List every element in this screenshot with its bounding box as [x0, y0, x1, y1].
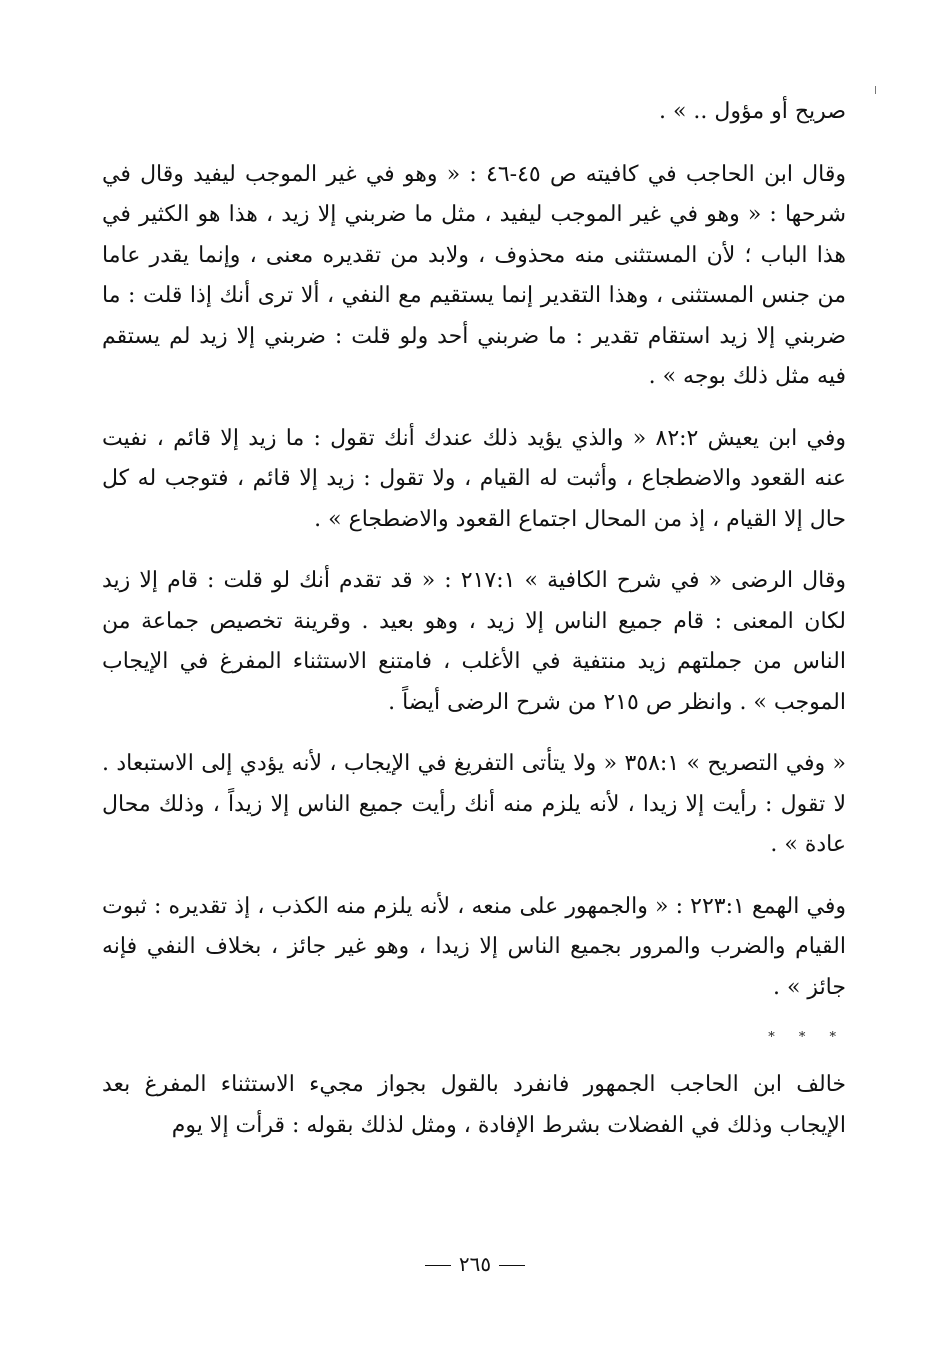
footer-dash-left	[425, 1265, 451, 1266]
page-number: ٢٦٥	[458, 1252, 492, 1276]
page-footer	[0, 1252, 950, 1276]
paragraph-2: وقال ابن الحاجب في كافيته ص ٤٥-٤٦ : « وهو في غير الموجب ليفيد وقال في شرحها : « وهو في غير الموجب ليفيد ، مثل ما ضربني إلا زيد ، هذا هو الكثير في هذا الباب ؛ لأن المستثنى منه محذوف ، ولابد من تقديره معنى ، وإنما يقدر عاما من جنس المستثنى ، وهذا التقدير إنما يستقيم مع النفي ، ألا ترى أنك إذا قلت : ما ضربني إلا زيد استقام تقدير : ما ضربني أحد ولو قلت : ضربني إلا زيد لم يستقم فيه مثل ذلك بوجه » .	[102, 161, 846, 389]
paragraph-1: صريح أو مؤول .. » .	[658, 99, 846, 124]
page-body	[102, 92, 846, 1167]
margin-mark	[875, 86, 876, 94]
closing-paragraph: خالف ابن الحاجب الجمهور فانفرد بالقول بجواز مجيء الاستثناء المفرغ بعد الإيجاب وذلك في الفضلات بشرط الإفادة ، ومثل لذلك بقوله : قرأت إلا يوم	[102, 1072, 846, 1138]
paragraph-3: وفي ابن يعيش ٨٢:٢ « والذي يؤيد ذلك عندك أنك تقول : ما زيد إلا قائم ، نفيت عنه القعود والاضطجاع ، وأثبت له القيام ، ولا تقول : زيد إلا قائم ، فتوجب له كل حال إلا القيام ، إذ من المحال اجتماع القعود والاضطجاع » .	[102, 425, 846, 532]
paragraph-6: وفي الهمع ٢٢٣:١ : « والجمهور على منعه ، لأنه يلزم منه الكذب ، إذ تقديره : ثبوت القيام والضرب والمرور بجميع الناس إلا زيدا ، وهو غير جائز ، بخلاف النفي فإنه جائز » .	[102, 893, 846, 1000]
paragraph-4: وقال الرضى « في شرح الكافية » ٢١٧:١ : « قد تقدم أنك لو قلت : قام إلا زيد لكان المعنى : قام جميع الناس إلا زيد ، وهو بعيد . وقرينة تخصيص جماعة من الناس من جملتهم زيد منتفية في الأغلب ، فامتنع الاستثناء المفرغ في الإيجاب الموجب » . وانظر ص ٢١٥ من شرح الرضى أيضاً .	[102, 568, 846, 715]
footer-dash-right	[499, 1265, 525, 1266]
section-divider: * * *	[768, 1030, 846, 1045]
paragraph-5: « وفي التصريح » ٣٥٨:١ « ولا يتأتى التفريغ في الإيجاب ، لأنه يؤدي إلى الاستبعاد . لا تقول : رأيت إلا زيدا ، لأنه يلزم منه أنك رأيت جميع الناس إلا زيداً ، وذلك محال عادة » .	[102, 751, 846, 857]
